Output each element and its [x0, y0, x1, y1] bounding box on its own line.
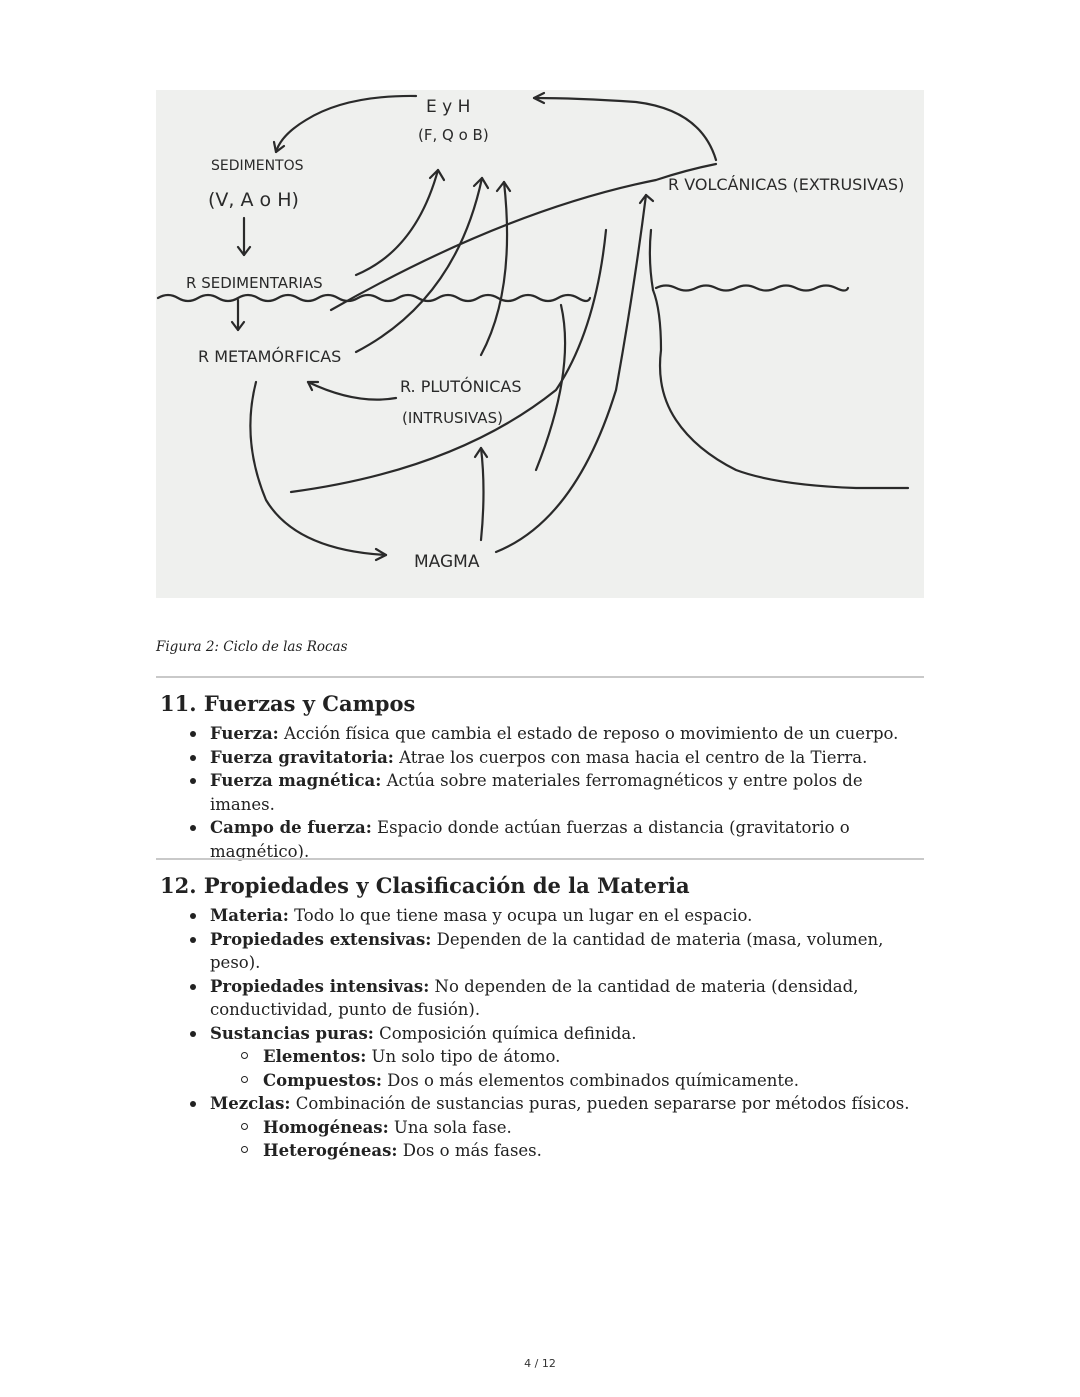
list-item: Fuerza gravitatoria: Atrae los cuerpos con masa hacia el centro de la Tierra.: [160, 746, 930, 770]
sub-list: [210, 1045, 930, 1092]
label-magma: MAGMA: [414, 552, 480, 572]
label-volcanicas: R VOLCÁNICAS (EXTRUSIVAS): [668, 175, 905, 194]
section-propiedades-materia: [160, 873, 930, 1163]
divider: [156, 858, 924, 860]
list-item: Campo de fuerza: Espacio donde actúan fuerzas a distancia (gravitatorio o magnético).: [160, 816, 930, 863]
label-sedimentarias: R SEDIMENTARIAS: [186, 274, 323, 292]
label-eyh: E y H: [426, 97, 471, 117]
label-plutonicas: R. PLUTÓNICAS: [400, 377, 522, 396]
section-title: 12. Propiedades y Clasificación de la Materia: [160, 873, 690, 898]
list-item: Propiedades extensivas: Dependen de la cantidad de materia (masa, volumen, peso).: [160, 928, 930, 975]
label-vaoh: (V, A o H): [208, 189, 299, 211]
section-title: 11. Fuerzas y Campos: [160, 691, 416, 716]
rock-cycle-drawing: [156, 90, 924, 598]
label-sedimentos: SEDIMENTOS: [211, 158, 304, 174]
label-intrusivas: (INTRUSIVAS): [402, 409, 503, 427]
sub-list-item: Heterogéneas: Dos o más fases.: [210, 1139, 930, 1163]
list-item: Fuerza magnética: Actúa sobre materiales ferromagnéticos y entre polos de imanes.: [160, 769, 930, 816]
figure-caption: Figura 2: Ciclo de las Rocas: [156, 639, 348, 655]
label-metamorficas: R METAMÓRFICAS: [198, 347, 342, 366]
list-item: Propiedades intensivas: No dependen de la cantidad de materia (densidad, conductividad, punto de fusión).: [160, 975, 930, 1022]
bullet-list: [160, 904, 930, 1163]
rock-cycle-figure: [156, 90, 924, 598]
list-item: Sustancias puras: Composición química definida. Elementos: Un solo tipo de átomo. Compuestos: Dos o más elementos combinados químicamente.: [160, 1022, 930, 1093]
section-fuerzas-campos: [160, 691, 930, 863]
list-item: Materia: Todo lo que tiene masa y ocupa un lugar en el espacio.: [160, 904, 930, 928]
label-fqob: (F, Q o B): [418, 126, 489, 144]
bullet-list: [160, 722, 930, 863]
page-number: 4 / 12: [524, 1357, 556, 1370]
sub-list-item: Elementos: Un solo tipo de átomo.: [210, 1045, 930, 1069]
divider: [156, 676, 924, 678]
sub-list-item: Homogéneas: Una sola fase.: [210, 1116, 930, 1140]
sub-list-item: Compuestos: Dos o más elementos combinados químicamente.: [210, 1069, 930, 1093]
sub-list: [210, 1116, 930, 1163]
list-item: Mezclas: Combinación de sustancias puras, pueden separarse por métodos físicos. Homogéneas: Una sola fase. Heterogéneas: Dos o más fases.: [160, 1092, 930, 1163]
list-item: Fuerza: Acción física que cambia el estado de reposo o movimiento de un cuerpo.: [160, 722, 930, 746]
